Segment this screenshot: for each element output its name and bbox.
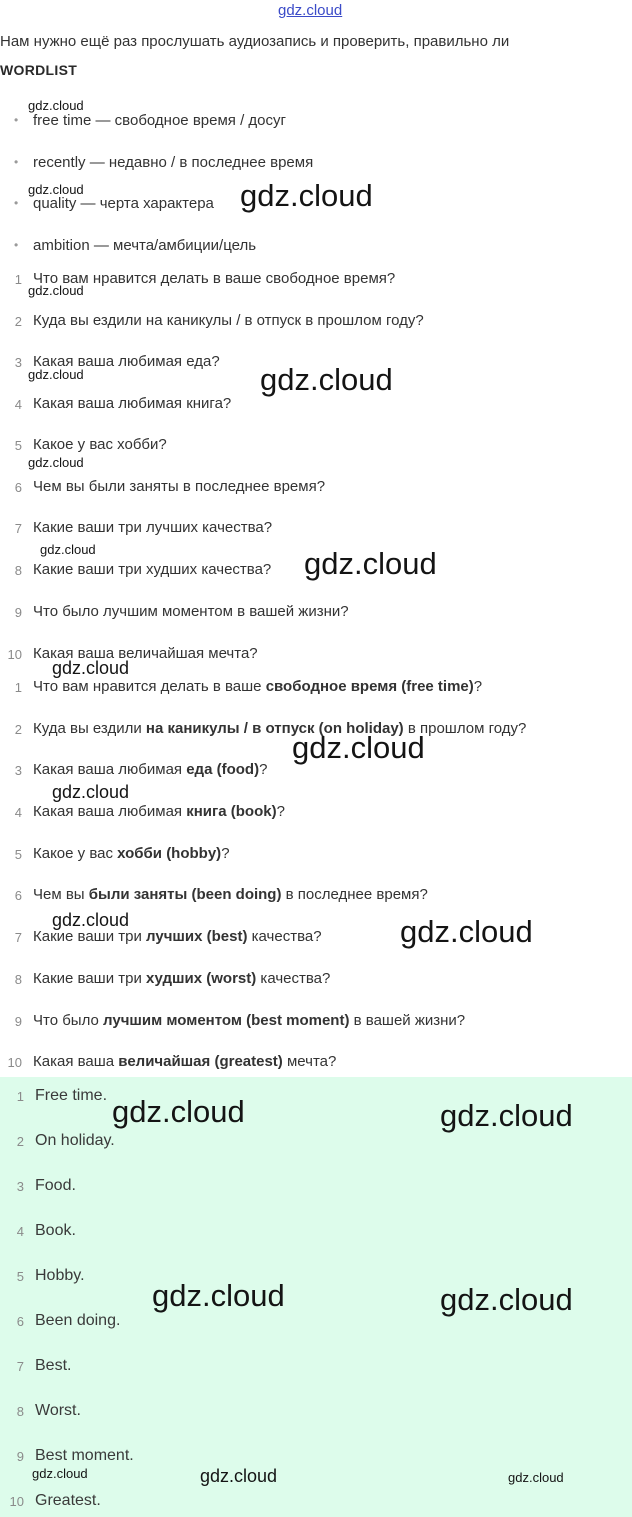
watermark: gdz.cloud <box>440 1282 573 1317</box>
wordlist-title: WORDLIST <box>0 62 78 78</box>
watermark: gdz.cloud <box>152 1278 285 1313</box>
watermark: gdz.cloud <box>440 1098 573 1133</box>
watermark: gdz.cloud <box>28 98 84 113</box>
watermark: gdz.cloud <box>32 1466 88 1481</box>
answers-panel: 1 Free time. 2 On holiday. 3 Food. 4 Book. 5 Hobby. 6 Been doing. 7 Best. 8 Worst. 9 Best moment. 10 Greatest. <box>0 1077 632 1517</box>
watermark: gdz.cloud <box>52 658 130 678</box>
bullet-dot-icon: • <box>14 238 19 252</box>
watermark: gdz.cloud <box>240 178 373 213</box>
watermark: gdz.cloud <box>400 914 533 949</box>
bullet-dot-icon: • <box>14 155 19 169</box>
watermark: gdz.cloud <box>40 542 96 557</box>
watermark: gdz.cloud <box>508 1470 564 1485</box>
watermark: gdz.cloud <box>112 1094 245 1129</box>
watermark: gdz.cloud <box>28 283 84 298</box>
watermark: gdz.cloud <box>52 782 130 802</box>
site-logo[interactable]: gdz.cloud <box>278 2 343 19</box>
watermark: gdz.cloud <box>304 546 437 581</box>
watermark: gdz.cloud <box>28 455 84 470</box>
watermark: gdz.cloud <box>28 182 84 197</box>
bullet-dot-icon: • <box>14 196 19 210</box>
watermark: gdz.cloud <box>292 730 425 765</box>
watermark: gdz.cloud <box>260 362 393 397</box>
watermark: gdz.cloud <box>200 1466 278 1486</box>
watermark: gdz.cloud <box>52 910 130 930</box>
watermark: gdz.cloud <box>28 367 84 382</box>
bullet-dot-icon: • <box>14 113 19 127</box>
intro-text: Нам нужно ещё раз прослушать аудиозапись и проверить, правильно ли <box>0 33 510 50</box>
